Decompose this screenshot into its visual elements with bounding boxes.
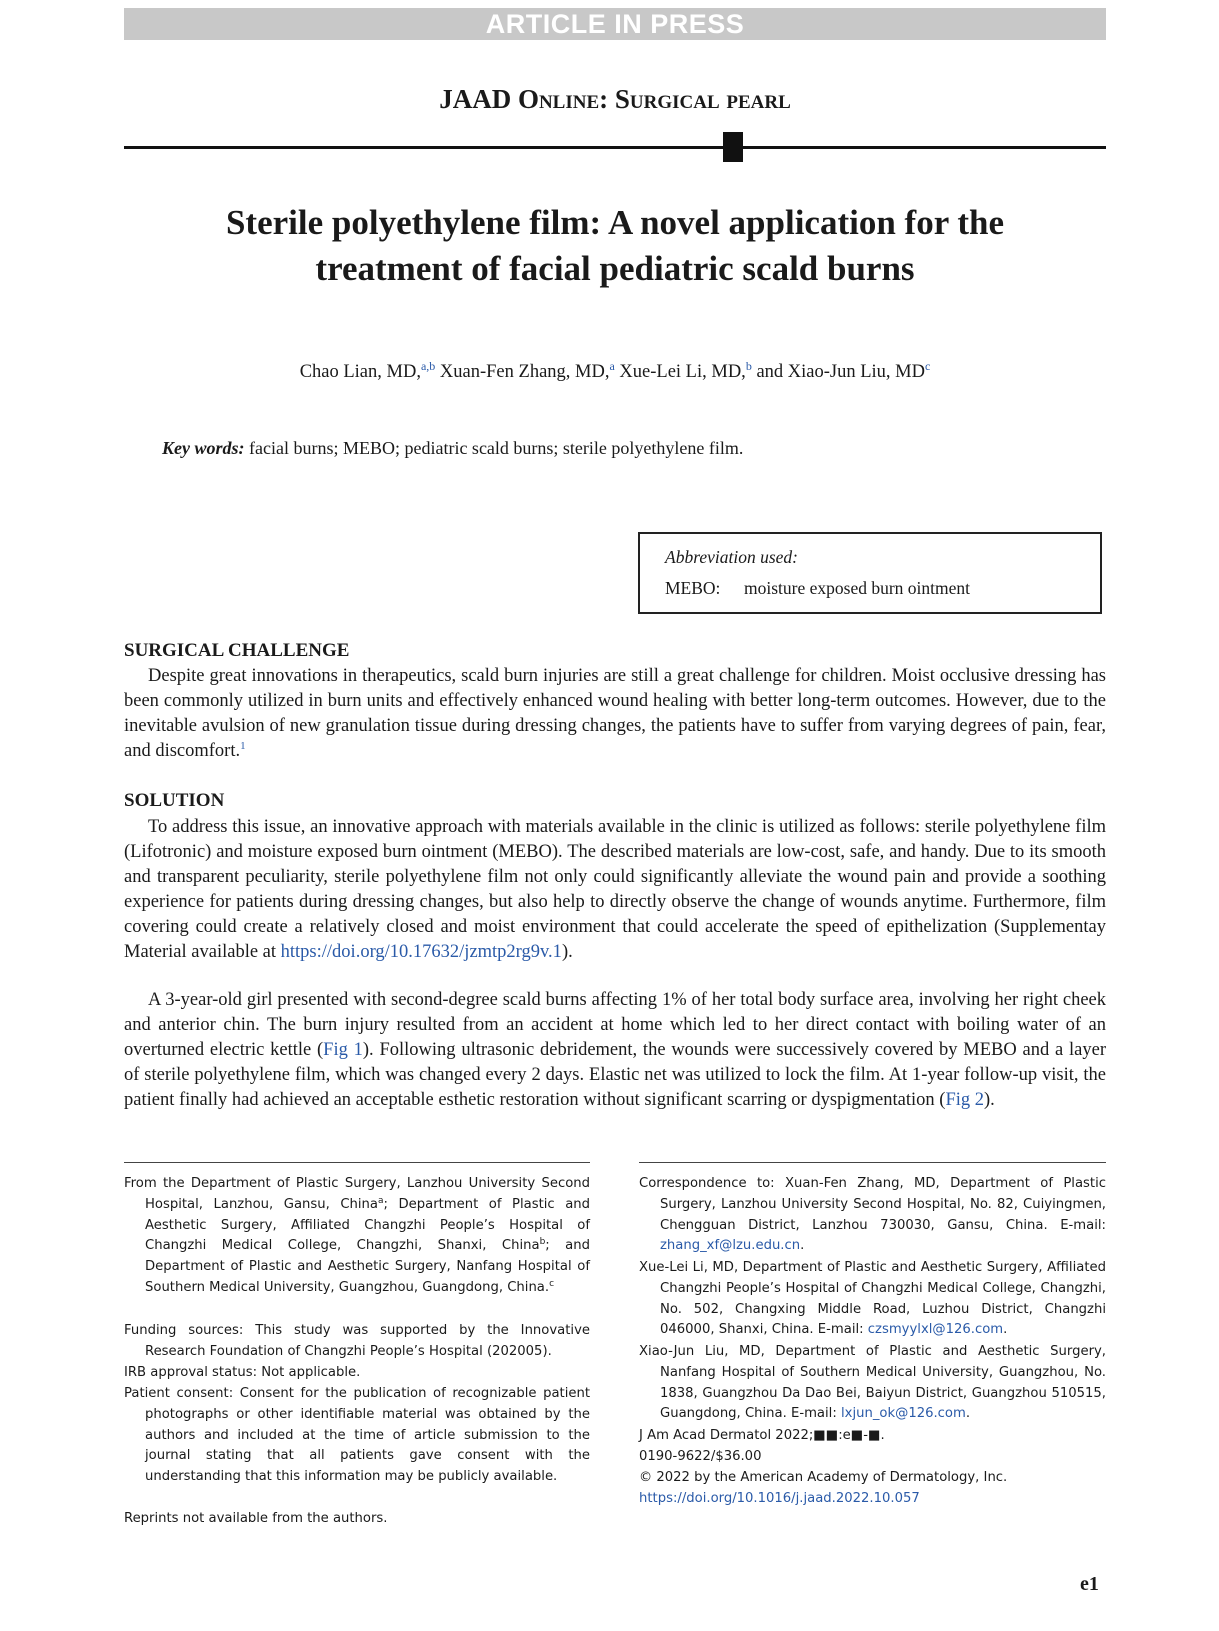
liu-contact-text: Xiao-Jun Liu, MD, Department of Plastic and Aesthetic Surgery, Nanfang Hospital of Southern Medical University, Guangzhou, No. 1838, Guangzhou Da Dao Bei, Baiyun District, Guangzhou 510515, Guangdong, China. E-mail: xyxy=(639,1344,1106,1422)
liu-email-link[interactable]: lxjun_ok@126.com xyxy=(840,1406,966,1422)
footnote-divider-left xyxy=(124,1162,590,1163)
footnote-divider-right xyxy=(639,1162,1106,1163)
affiliation-mark: b xyxy=(539,1237,546,1248)
section-heading-solution: SOLUTION xyxy=(124,790,225,811)
solution-paragraph-2 xyxy=(124,988,1106,1113)
correspondence-text: Correspondence to: Xuan-Fen Zhang, MD, Department of Plastic Surgery, Lanzhou University Second Hospital, No. 82, Cuiyingmen, Chengguan District, Lanzhou 730030, Gansu, China. E-mail: xyxy=(639,1176,1106,1233)
affiliations-footnote xyxy=(124,1174,590,1299)
divider-line xyxy=(124,146,1106,149)
challenge-text: Despite great innovations in therapeutics, scald burn injuries are still a great challenge for children. Moist occlusive dressing has been commonly utilized in burn units and effectively enhanced wound healing with better long-term outcomes. However, due to the inevitable avulsion of new granulation tissue during dressing changes, the patients have to suffer from varying degrees of pain, fear, and discomfort. xyxy=(124,666,1106,761)
author-name: Chao Lian, MD, xyxy=(299,362,421,382)
affiliation-link[interactable]: a xyxy=(609,359,615,373)
case-text: ). Following ultrasonic debridement, the wounds were successively covered by MEBO and a layer of sterile polyethylene film, which was changed every 2 days. Elastic net was utilized to lock the film. At 1-year follow-up visit, the patient finally had achieved an acceptable esthetic restoration without significant scarring or dyspigmentation ( xyxy=(124,1040,1106,1110)
solution-text: To address this issue, an innovative approach with materials available in the clinic is utilized as follows: sterile polyethylene film (Lifotronic) and moisture exposed burn ointment (MEBO). The described materials are low-cost, safe, and handy. Due to its smooth and transparent peculiarity, sterile polyethylene film not only could significantly alleviate the wound pain and provide a soothing experience for patients during dressing changes, but also help to directly observe the change of wounds anytime. Furthermore, film covering could create a relatively closed and moist environment that could accelerate the speed of epithelization (Supplementay Material available at xyxy=(124,817,1106,962)
article-in-press-banner: ARTICLE IN PRESS xyxy=(124,8,1106,40)
affiliation-link[interactable]: b xyxy=(745,359,752,373)
copyright-line: © 2022 by the American Academy of Dermatology, Inc. xyxy=(639,1470,1008,1485)
keywords-label: Key words: xyxy=(162,438,245,458)
affiliation-text: From the Department of Plastic Surgery, Lanzhou University Second Hospital, Lanzhou, Gansu, China xyxy=(124,1176,590,1212)
case-text: A 3-year-old girl presented with second-degree scald burns affecting 1% of her total body surface area, involving her right cheek and anterior chin. The burn injury resulted from an accident at home which led to her direct contact with boiling water of an overturned electric kettle ( xyxy=(124,990,1106,1060)
correspondence-footnote: Correspondence to: Xuan-Fen Zhang, MD, Department of Plastic Surgery, Lanzhou University Second Hospital, No. 82, Cuiyingmen, Chengguan District, Lanzhou 730030, Gansu, China. E-mail: zhang_xf@lzu.edu.cn. xyxy=(639,1176,1106,1254)
supplementary-doi-link[interactable]: https://doi.org/10.17632/jzmtp2rg9v.1 xyxy=(280,942,562,962)
price-line: 0190-9622/$36.00 xyxy=(639,1449,762,1464)
reprints-footnote: Reprints not available from the authors. xyxy=(124,1511,388,1526)
article-doi-link[interactable]: https://doi.org/10.1016/j.jaad.2022.10.057 xyxy=(639,1491,920,1506)
author-list xyxy=(124,359,1106,383)
abbreviation-box xyxy=(638,532,1102,614)
abbreviation-title: Abbreviation used: xyxy=(665,547,799,567)
liu-contact-footnote: Xiao-Jun Liu, MD, Department of Plastic and Aesthetic Surgery, Nanfang Hospital of Southern Medical University, Guangzhou, No. 1838, Guangzhou Da Dao Bei, Baiyun District, Guangzhou 510515, Guangdong, China. E-mail: lxjun_ok@126.com. xyxy=(639,1344,1106,1422)
affiliation-text: ; Department of Plastic and Aesthetic Surgery, Affiliated Changzhi People’s Hospital of Changzhi Medical College, Changzhi, Shanxi, China xyxy=(145,1196,591,1254)
solution-text-end: ). xyxy=(561,942,573,962)
journal-section-label: JAAD Online: Surgical pearl xyxy=(439,84,791,114)
case-text: ). xyxy=(984,1090,995,1110)
abbreviation-definition: moisture exposed burn ointment xyxy=(744,578,971,598)
keywords xyxy=(162,438,743,459)
citation-line: J Am Acad Dermatol 2022;■■:e■-■. xyxy=(639,1428,885,1443)
page-number: e1 xyxy=(1080,1573,1099,1595)
li-email-link[interactable]: czsmyylxl@126.com xyxy=(867,1322,1004,1338)
affiliation-link[interactable]: a,b xyxy=(420,359,436,373)
solution-paragraph-1 xyxy=(124,815,1106,965)
correspondence-email-link[interactable]: zhang_xf@lzu.edu.cn xyxy=(660,1238,801,1254)
consent-footnote: Patient consent: Consent for the publication of recognizable patient photographs or other identifiable material was obtained by the authors and included at the time of article submission to the journal stating that all patients gave consent with the understanding that this information may be publicly available. xyxy=(124,1386,590,1485)
journal-section-heading xyxy=(124,84,1106,115)
section-divider xyxy=(124,132,1106,162)
figure-1-link[interactable]: Fig 1 xyxy=(323,1040,363,1060)
abbreviation-term: MEBO: xyxy=(665,578,721,598)
challenge-paragraph xyxy=(124,664,1106,764)
li-contact-text: Xue-Lei Li, MD, Department of Plastic and Aesthetic Surgery, Affiliated Changzhi People’s Hospital of Changzhi Medical College, Changzhi, No. 502, Changxing Middle Road, Luzhou District, Changzhi 046000, Shanxi, China. E-mail: xyxy=(639,1260,1106,1338)
affiliation-mark: c xyxy=(549,1278,555,1289)
affiliation-link[interactable]: c xyxy=(924,359,931,373)
li-contact-footnote: Xue-Lei Li, MD, Department of Plastic and Aesthetic Surgery, Affiliated Changzhi People’s Hospital of Changzhi Medical College, Changzhi, No. 502, Changxing Middle Road, Luzhou District, Changzhi 046000, Shanxi, China. E-mail: czsmyylxl@126.com. xyxy=(639,1260,1106,1338)
reference-link[interactable]: 1 xyxy=(240,740,246,752)
funding-footnote: Funding sources: This study was supported by the Innovative Research Foundation of Changzhi People’s Hospital (202005). xyxy=(124,1323,590,1359)
article-title: Sterile polyethylene film: A novel application for the treatment of facial pediatric scald burns xyxy=(225,203,1005,288)
affiliation-mark: a xyxy=(378,1195,384,1206)
affiliation-text: ; and Department of Plastic and Aesthetic Surgery, Nanfang Hospital of Southern Medical University, Guangzhou, Guangdong, China. xyxy=(145,1238,590,1295)
author-name: Xue-Lei Li, MD, xyxy=(619,362,746,382)
divider-block xyxy=(723,132,743,162)
author-name: and Xiao-Jun Liu, MD xyxy=(756,362,925,382)
section-heading-challenge: SURGICAL CHALLENGE xyxy=(124,640,350,661)
figure-2-link[interactable]: Fig 2 xyxy=(945,1090,984,1110)
irb-footnote: IRB approval status: Not applicable. xyxy=(124,1365,361,1380)
keywords-text: facial burns; MEBO; pediatric scald burns; sterile polyethylene film. xyxy=(249,438,744,458)
author-name: Xuan-Fen Zhang, MD, xyxy=(439,362,610,382)
